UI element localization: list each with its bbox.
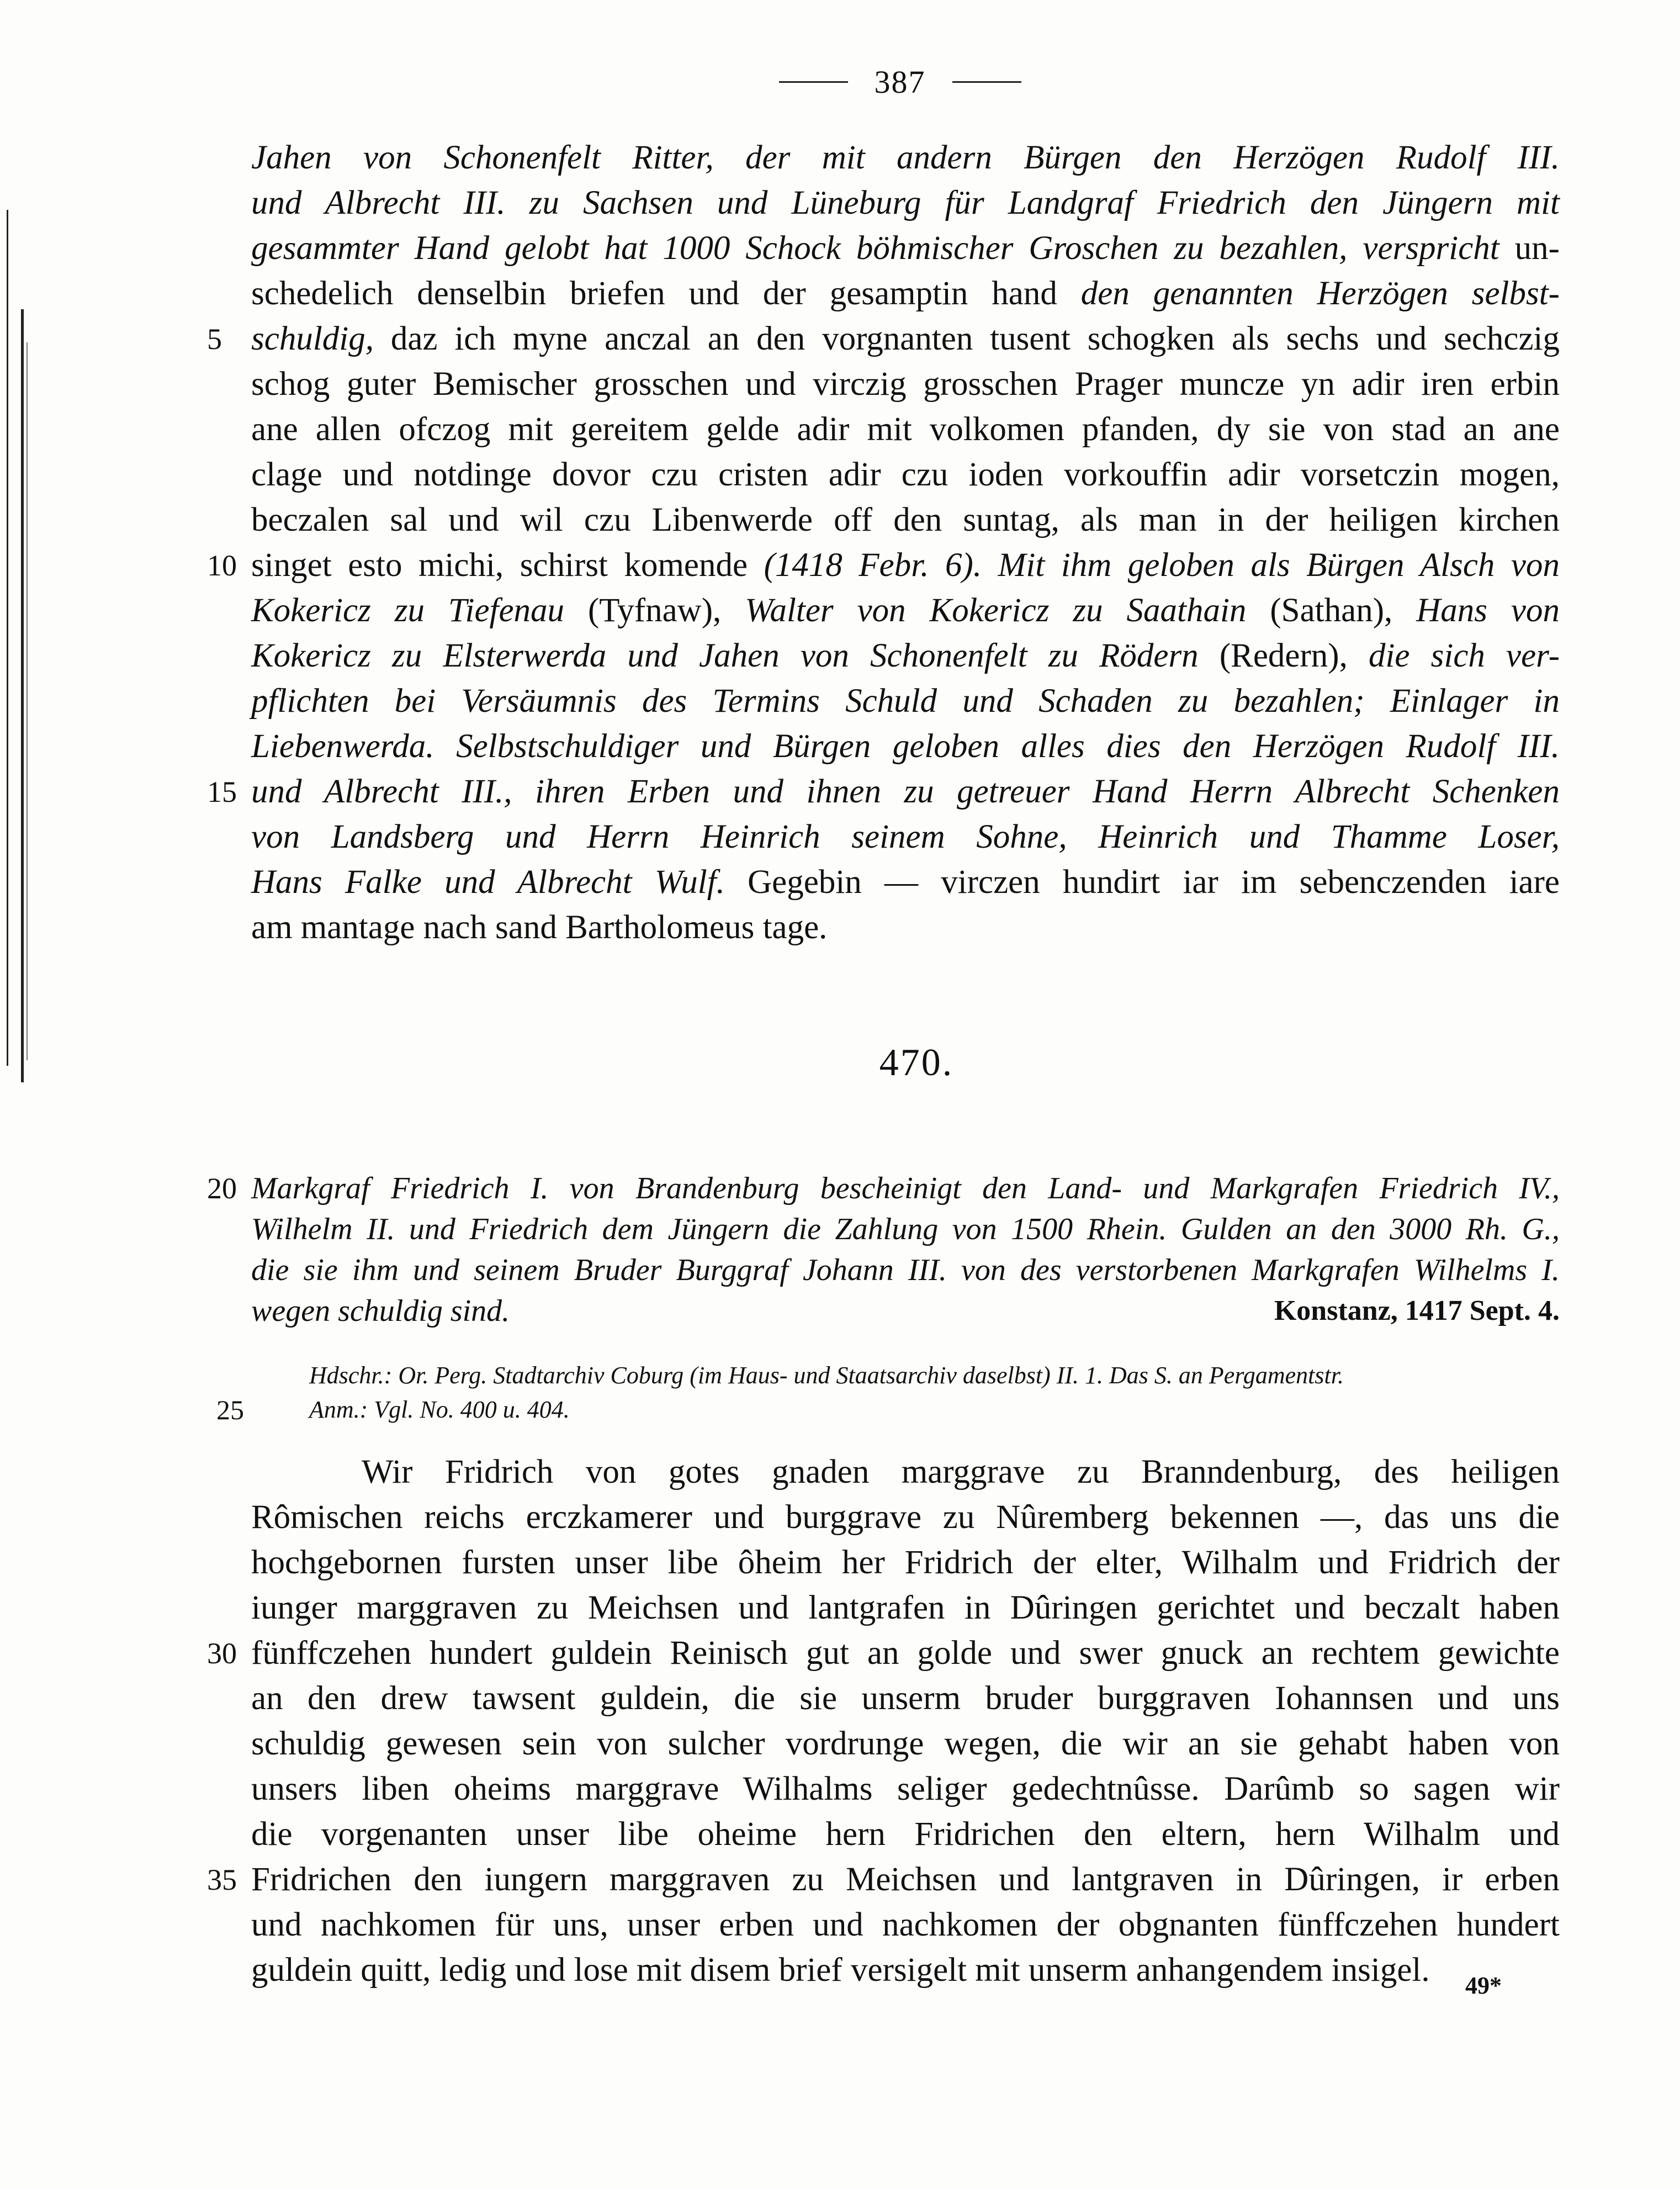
- text-segment: den genannten Herzögen selbst-: [1080, 275, 1560, 312]
- text-line: [251, 226, 1560, 271]
- text-segment: daz ich myne anczal an den vorgnanten tusent schogken als sechs und sechczig: [373, 320, 1560, 357]
- signature-mark: 49*: [1465, 1972, 1502, 1999]
- text-segment: Hans Falke und Albrecht Wulf.: [251, 864, 725, 901]
- text-line: [251, 1585, 1560, 1631]
- text-segment: Liebenwerda. Selbstschuldiger und Bürgen geloben alles dies den Herzögen Rudolf III.: [251, 728, 1560, 765]
- text-segment: un-: [1514, 230, 1560, 267]
- text-segment: Fridrichen den iungern marggraven zu Meichsen und lantgraven in Dûringen, ir erben: [251, 1861, 1560, 1898]
- source-note: [216, 1358, 1524, 1427]
- text-line: [207, 769, 1560, 815]
- text-line: [207, 316, 1560, 362]
- line-number: 30: [207, 1637, 237, 1670]
- summary-line: die sie ihm und seinem Bruder Burggraf Johann III. von des verstorbenen Markgrafen Wilhelms I.: [251, 1253, 1560, 1287]
- scan-edge-line: [7, 210, 8, 1066]
- text-line: [251, 1450, 1560, 1495]
- text-segment: von Landsberg und Herrn Heinrich seinem Sohne, Heinrich und Thamme Loser,: [251, 818, 1560, 855]
- text-segment: (1418 Febr. 6). Mit ihm geloben als Bürgen Alsch von: [764, 547, 1560, 584]
- text-line: [251, 633, 1560, 679]
- text-line: [251, 905, 1560, 950]
- text-line: [251, 452, 1560, 498]
- text-segment: (Sathan),: [1246, 592, 1417, 629]
- text-line: [251, 679, 1560, 724]
- line-number: 25: [216, 1394, 244, 1425]
- text-line: [251, 498, 1560, 543]
- text-segment: singet esto michi, schirst komende: [251, 547, 764, 584]
- document-number: 470.: [879, 1041, 954, 1084]
- source-line: Hdschr.: Or. Perg. Stadtarchiv Coburg (im Haus- und Staatsarchiv daselbst) II. 1. Das S. an Pergamentstr.: [309, 1362, 1344, 1389]
- text-segment: Gegebin — virczen hundirt iar im sebenczenden iare: [724, 864, 1560, 901]
- text-line: [251, 860, 1560, 905]
- text-line: [251, 815, 1560, 860]
- text-segment: schuldig gewesen sein von sulcher vordrunge wegen, die wir an sie gehabt haben von: [251, 1725, 1560, 1762]
- header-rule-left: [779, 81, 848, 83]
- page-header: [734, 60, 1066, 104]
- text-segment: an den drew tawsent guldein, die sie unserm bruder burggraven Iohannsen und uns: [251, 1680, 1560, 1717]
- text-line: [251, 271, 1560, 316]
- text-segment: beczalen sal und wil czu Libenwerde off den suntag, als man in der heiligen kirchen: [251, 501, 1560, 538]
- text-segment: und Albrecht III. zu Sachsen und Lüneburg für Landgraf Friedrich den Jüngern mit: [251, 184, 1560, 221]
- text-line: [251, 362, 1560, 407]
- text-segment: ane allen ofczog mit gereitem gelde adir mit volkomen pfanden, dy sie von stad an ane: [251, 411, 1560, 448]
- page-number: 387: [874, 64, 926, 100]
- text-segment: (Tyfnaw),: [564, 592, 745, 629]
- text-segment: pflichten bei Versäumnis des Termins Schuld und Schaden zu bezahlen; Einlager in: [251, 683, 1560, 720]
- text-segment: Kokericz zu Elsterwerda und Jahen von Schonenfelt zu Rödern: [251, 637, 1199, 674]
- text-segment: Kokericz zu Tiefenau: [251, 592, 565, 629]
- scan-edge-line: [27, 342, 28, 1060]
- text-segment: hochgebornen fursten unser libe ôheim her Fridrich der elter, Wilhalm und Fridrich der: [251, 1544, 1560, 1581]
- summary-line: Wilhelm II. und Friedrich dem Jüngern die Zahlung von 1500 Rhein. Gulden an den 3000 Rh. G.,: [251, 1212, 1560, 1246]
- text-line: [207, 1631, 1560, 1676]
- text-line: [207, 1857, 1560, 1902]
- text-segment: und nachkomen für uns, unser erben und nachkomen der obgnanten fünffczehen hundert: [251, 1906, 1560, 1943]
- text-line: [251, 1948, 1560, 1993]
- document-summary: [207, 1168, 1560, 1331]
- text-segment: (Redern),: [1198, 637, 1369, 674]
- header-rule-right: [952, 81, 1021, 83]
- text-line: [251, 407, 1560, 452]
- text-line: [251, 1767, 1560, 1812]
- text-segment: Rômischen reichs erczkamerer und burggrave zu Nûremberg bekennen —, das uns die: [251, 1499, 1560, 1536]
- text-segment: Hans von: [1416, 592, 1560, 629]
- line-number: 10: [207, 549, 237, 582]
- text-line: [251, 135, 1560, 181]
- text-segment: Walter von Kokericz zu Saathain: [745, 592, 1247, 629]
- text-line: [251, 1721, 1560, 1767]
- line-number: 15: [207, 775, 237, 808]
- summary-line: wegen schuldig sind. Konstanz, 1417 Sept. 4.: [251, 1291, 1560, 1331]
- text-segment: die sich ver-: [1368, 637, 1560, 674]
- scan-edge: [0, 0, 33, 2189]
- text-segment: guldein quitt, ledig und lose mit disem brief versigelt mit unserm anhangendem insigel.: [251, 1952, 1430, 1989]
- text-segment: die vorgenanten unser libe oheime hern Fridrichen den eltern, hern Wilhalm und: [251, 1816, 1560, 1853]
- summary-line: 20 Markgraf Friedrich I. von Brandenburg bescheinigt den Land- und Markgrafen Friedrich IV.,: [251, 1168, 1560, 1209]
- text-line: [251, 1540, 1560, 1585]
- text-segment: gesammter Hand gelobt hat 1000 Schock böhmischer Groschen zu bezahlen, verspricht: [251, 230, 1515, 267]
- text-line: [251, 1676, 1560, 1721]
- scan-edge-line: [21, 309, 24, 1082]
- text-line: [251, 1495, 1560, 1540]
- text-line: [251, 1902, 1560, 1948]
- intro-paragraph: [207, 135, 1560, 950]
- text-segment: iunger marggraven zu Meichsen und lantgrafen in Dûringen gerichtet und beczalt haben: [251, 1589, 1560, 1626]
- text-segment: schedelich denselbin briefen und der gesamptin hand: [251, 275, 1081, 312]
- text-line: [251, 1812, 1560, 1857]
- text-segment: schuldig,: [251, 320, 374, 357]
- line-number: 20: [207, 1172, 237, 1205]
- line-number: 35: [207, 1863, 237, 1896]
- text-line: [207, 543, 1560, 588]
- text-segment: schog guter Bemischer grosschen und virczig grosschen Prager muncze yn adir iren erbin: [251, 366, 1560, 403]
- text-segment: und Albrecht III., ihren Erben und ihnen zu getreuer Hand Herrn Albrecht Schenken: [251, 773, 1560, 810]
- text-line: [251, 181, 1560, 226]
- text-line: [251, 588, 1560, 633]
- text-segment: fünffczehen hundert guldein Reinisch gut an golde und swer gnuck an rechtem gewichte: [251, 1635, 1560, 1672]
- source-line: 25 Anm.: Vgl. No. 400 u. 404.: [309, 1393, 1524, 1427]
- text-segment: am mantage nach sand Bartholomeus tage.: [251, 909, 828, 946]
- line-number: 5: [207, 322, 222, 356]
- main-text: [207, 1450, 1560, 1993]
- place-date: Konstanz, 1417 Sept. 4.: [1274, 1295, 1560, 1326]
- text-segment: unsers liben oheims marggrave Wilhalms seliger gedechtnûsse. Darûmb so sagen wir: [251, 1770, 1560, 1807]
- text-segment: Jahen von Schonenfelt Ritter, der mit andern Bürgen den Herzögen Rudolf III.: [251, 139, 1560, 176]
- text-segment: clage und notdinge dovor czu cristen adir czu ioden vorkouffin adir vorsetczin mogen,: [251, 456, 1560, 493]
- text-line: [251, 724, 1560, 769]
- text-segment: Wir Fridrich von gotes gnaden marggrave zu Branndenburg, des heiligen: [362, 1453, 1560, 1490]
